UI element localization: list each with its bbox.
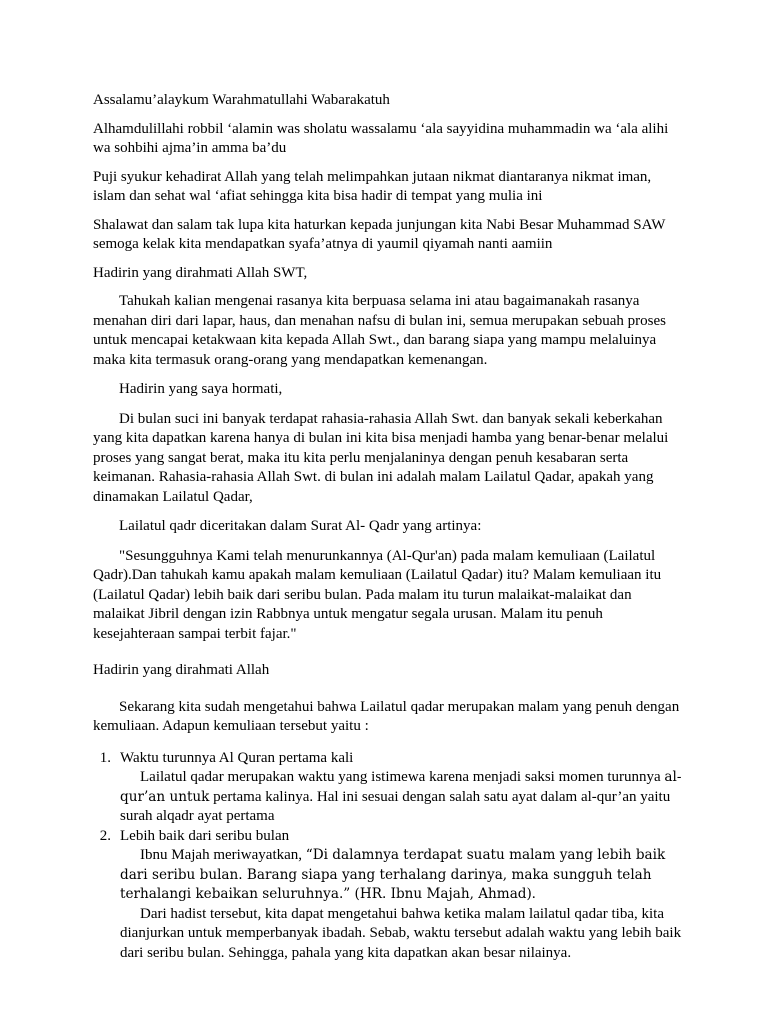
greeting: Assalamu’alaykum Warahmatullahi Wabarakatuh (93, 92, 390, 108)
kemuliaan-list (93, 749, 683, 964)
list-item-title: Lebih baik dari seribu bulan (120, 827, 290, 844)
list-item-body-text: Ibnu Majah meriwayatkan, (140, 847, 306, 863)
bulan-suci-paragraph: Di bulan suci ini banyak terdapat rahasia-rahasia Allah Swt. dan banyak sekali keberkahan yang kita dapatkan karena hanya di bulan ini kita bisa menjadi hamba yang benar-benar melalui proses yang sangat berat, maka itu kita perlu menjalaninya dengan penuh kesabaran serta keimanan. Rahasia-rahasia Allah Swt. di bulan ini adalah malam Lailatul Qadar, apakah yang dinamakan Lailatul Qadar, (93, 410, 669, 505)
puasa-paragraph: Tahukah kalian mengenai rasanya kita berpuasa selama ini atau bagaimanakah rasanya menahan diri dari lapar, haus, dan menahan nafsu di bulan ini, semua merupakan sebuah proses untuk mencapai ketakwaan kita kepada Allah Swt., dan barang siapa yang mampu melaluinya maka kita termasuk orang-orang yang mendapatkan kemenangan. (93, 293, 666, 368)
address-hadirin-hormati: Hadirin yang saya hormati, (119, 381, 283, 397)
list-item (93, 827, 683, 964)
list-item-body-alt-font-text: al-qur’an untuk (120, 769, 682, 805)
surat-al-qadr-intro: Lailatul qadr diceritakan dalam Surat Al- Qadr yang artinya: (119, 518, 482, 534)
list-item-body-continuation: Dari hadist tersebut, kita dapat mengetahui bahwa ketika malam lailatul qadar tiba, kita dianjurkan untuk memperbanyak ibadah. Sebab, waktu tersebut adalah waktu yang lebih baik dari seribu bulan. Sehingga, pahala yang kita dapatkan akan besar nilainya. (120, 905, 682, 961)
list-item-body-text: Lailatul qadar merupakan waktu yang istimewa karena menjadi saksi momen turunnya (140, 769, 665, 785)
list-item-title: Waktu turunnya Al Quran pertama kali (120, 749, 354, 766)
list-item-number: 1. (99, 749, 111, 766)
syukur-paragraph: Puji syukur kehadirat Allah yang telah melimpahkan jutaan nikmat diantaranya nikmat iman, islam dan sehat wal ‘afiat sehingga kita bisa hadir di tempat yang mulia ini (93, 168, 652, 204)
list-item-body-text: . (531, 886, 536, 902)
address-hadirin-swt: Hadirin yang dirahmati Allah SWT, (93, 264, 308, 281)
hamdalah-paragraph: Alhamdulillahi robbil ‘alamin was sholatu wassalamu ‘ala sayyidina muhammadin wa ‘ala alihi wa sohbihi ajma’in amma ba’du (93, 120, 669, 156)
kemuliaan-intro-paragraph: Sekarang kita sudah mengetahui bahwa Lailatul qadar merupakan malam yang penuh dengan kemuliaan. Adapun kemuliaan tersebut yaitu : (93, 698, 680, 734)
list-item (93, 749, 683, 827)
shalawat-paragraph: Shalawat dan salam tak lupa kita haturkan kepada junjungan kita Nabi Besar Muhammad SAW semoga kelak kita mendapatkan syafa’atnya di yaumil qiyamah nanti aamiin (93, 216, 666, 252)
list-item-body (120, 846, 683, 905)
list-item-body (120, 768, 683, 827)
list-item-number: 2. (99, 827, 111, 844)
al-qadr-translation-quote: "Sesungguhnya Kami telah menurunkannya (Al-Qur'an) pada malam kemuliaan (Lailatul Qadr).Dan tahukah kamu apakah malam kemuliaan (Lailatul Qadar) itu? Malam kemuliaan itu (Lailatul Qadar) lebih baik dari seribu bulan. Pada malam itu turun malaikat-malaikat dan malaikat Jibril dengan izin Rabbnya untuk mengatur segala urusan. Malam itu penuh kesejahteraan sampai terbit fajar." (93, 547, 662, 642)
list-item-body-text: pertama kalinya. Hal ini sesuai dengan salah satu ayat dalam al-qur’an yaitu surah alqadr ayat pertama (120, 788, 671, 824)
document-page (93, 91, 683, 963)
hadith-quote: “Di dalamnya terdapat suatu malam yang lebih baik dari seribu bulan. Barang siapa yang terhalang darinya, maka sungguh telah terhalangi kebaikan seluruhnya.” (HR. Ibnu Majah, Ahmad) (120, 847, 666, 902)
address-hadirin-allah: Hadirin yang dirahmati Allah (93, 662, 270, 678)
